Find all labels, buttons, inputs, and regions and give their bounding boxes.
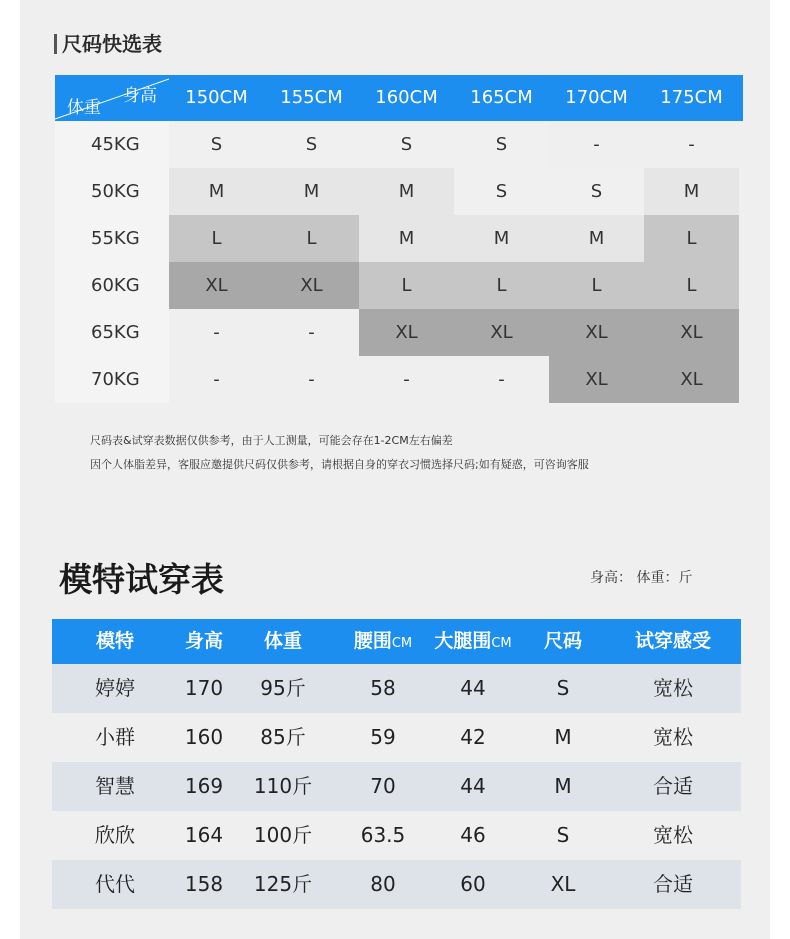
size-cell: XL <box>359 309 454 356</box>
size-cell: - <box>644 121 739 168</box>
model-cell: 110斤 <box>253 774 313 798</box>
size-cell: - <box>359 356 454 403</box>
size-cell: M <box>169 168 264 215</box>
model-chart-header <box>52 619 741 664</box>
model-cell: 169 <box>184 774 224 798</box>
model-cell: M <box>554 774 572 798</box>
size-cell: XL <box>644 309 739 356</box>
model-cell: 合适 <box>653 872 693 896</box>
corner-height-label: 身高 <box>123 86 157 106</box>
model-cell: 80 <box>370 872 396 896</box>
size-cell: L <box>549 262 644 309</box>
model-chart-table <box>52 619 741 909</box>
size-cell: - <box>169 356 264 403</box>
weight-label-cell: 65KG <box>55 309 169 356</box>
size-cell: M <box>644 168 739 215</box>
model-header-unit: CM <box>491 636 512 651</box>
size-chart-row <box>55 215 743 262</box>
model-chart-body <box>52 664 741 909</box>
model-chart-title: 模特试穿表 <box>59 560 224 599</box>
model-header-label: 体重 <box>263 630 302 652</box>
model-cell: 100斤 <box>253 823 313 847</box>
model-chart-subtitle: 身高： 体重：斤 <box>590 570 693 586</box>
title-accent-bar <box>54 34 57 54</box>
model-cell: 164 <box>184 823 224 847</box>
model-header-cell <box>523 619 603 664</box>
size-cell: XL <box>169 262 264 309</box>
size-chart-table <box>55 75 743 403</box>
model-row <box>52 811 741 860</box>
size-chart-row <box>55 121 743 168</box>
model-cell: S <box>556 676 570 700</box>
model-row <box>52 762 741 811</box>
model-cell: 宽松 <box>653 823 693 847</box>
height-header-cell: 150CM <box>185 87 248 108</box>
model-cell: 44 <box>460 774 486 798</box>
size-chart-row <box>55 262 743 309</box>
size-chart-row <box>55 168 743 215</box>
model-row <box>52 664 741 713</box>
model-header-cell <box>243 619 323 664</box>
model-cell: 63.5 <box>360 823 406 847</box>
size-chart-row <box>55 309 743 356</box>
size-cell: L <box>644 215 739 262</box>
model-cell: 44 <box>460 676 486 700</box>
size-cell: L <box>264 215 359 262</box>
size-chart-body <box>55 121 743 403</box>
model-cell: 95斤 <box>260 676 306 700</box>
size-cell: XL <box>264 262 359 309</box>
size-cell: XL <box>549 309 644 356</box>
size-cell: M <box>359 168 454 215</box>
size-chart-corner <box>55 75 169 121</box>
weight-label-cell: 70KG <box>55 356 169 403</box>
model-header-label: 试穿感受 <box>634 630 711 652</box>
size-cell: XL <box>454 309 549 356</box>
model-header-label: 尺码 <box>543 630 582 652</box>
model-cell: 小群 <box>95 725 135 749</box>
size-cell: L <box>644 262 739 309</box>
model-cell: XL <box>550 872 576 896</box>
model-header-unit: CM <box>391 636 413 651</box>
size-cell: - <box>169 309 264 356</box>
model-cell: 婷婷 <box>95 676 135 700</box>
height-header-cell: 175CM <box>660 87 723 108</box>
model-header-cell <box>164 619 244 664</box>
model-cell: 宽松 <box>653 676 693 700</box>
size-chart-title-text: 尺码快选表 <box>62 32 162 56</box>
weight-label-cell: 55KG <box>55 215 169 262</box>
size-note-line-2: 因个人体脂差异，客服应邀提供尺码仅供参考，请根据自身的穿衣习惯选择尺码;如有疑惑，可咨询客服 <box>90 458 589 471</box>
model-cell: 46 <box>460 823 486 847</box>
size-chart-header <box>55 75 743 121</box>
size-cell: S <box>454 168 549 215</box>
size-note-line-1: 尺码表&试穿表数据仅供参考，由于人工测量，可能会存在1-2CM左右偏差 <box>90 434 453 447</box>
model-cell: S <box>556 823 570 847</box>
size-cell: M <box>549 215 644 262</box>
model-cell: 160 <box>184 725 224 749</box>
model-row <box>52 713 741 762</box>
size-cell: L <box>169 215 264 262</box>
height-header-cell: 155CM <box>280 87 343 108</box>
model-header-cell <box>418 619 528 664</box>
size-cell: XL <box>549 356 644 403</box>
size-cell: S <box>549 168 644 215</box>
weight-label-cell: 50KG <box>55 168 169 215</box>
size-cell: S <box>264 121 359 168</box>
model-cell: 宽松 <box>653 725 693 749</box>
size-cell: XL <box>644 356 739 403</box>
size-cell: - <box>264 309 359 356</box>
model-cell: 60 <box>460 872 486 896</box>
model-cell: 58 <box>370 676 396 700</box>
size-cell: L <box>454 262 549 309</box>
model-cell: 125斤 <box>253 872 313 896</box>
size-chart-title <box>54 32 162 56</box>
size-cell: M <box>264 168 359 215</box>
model-header-label: 腰围 <box>353 630 392 652</box>
model-cell: 42 <box>460 725 486 749</box>
model-header-cell <box>65 619 165 664</box>
weight-label-cell: 60KG <box>55 262 169 309</box>
model-cell: M <box>554 725 572 749</box>
model-row <box>52 860 741 909</box>
size-cell: M <box>454 215 549 262</box>
size-cell: M <box>359 215 454 262</box>
size-chart-row <box>55 356 743 403</box>
model-cell: 合适 <box>653 774 693 798</box>
height-header-cell: 160CM <box>375 87 438 108</box>
size-cell: L <box>359 262 454 309</box>
size-cell: - <box>549 121 644 168</box>
model-cell: 代代 <box>95 872 135 896</box>
model-cell: 85斤 <box>260 725 306 749</box>
model-header-label: 大腿围 <box>434 630 492 652</box>
model-header-cell <box>613 619 733 664</box>
size-cell: S <box>454 121 549 168</box>
model-header-label: 模特 <box>95 630 134 652</box>
model-cell: 欣欣 <box>95 823 135 847</box>
model-cell: 170 <box>184 676 224 700</box>
height-header-cell: 165CM <box>470 87 533 108</box>
height-header-cell: 170CM <box>565 87 628 108</box>
model-cell: 智慧 <box>95 774 135 798</box>
size-cell: - <box>264 356 359 403</box>
model-header-label: 身高 <box>184 630 223 652</box>
weight-label-cell: 45KG <box>55 121 169 168</box>
size-cell: S <box>169 121 264 168</box>
size-cell: - <box>454 356 549 403</box>
model-cell: 158 <box>184 872 224 896</box>
size-cell: S <box>359 121 454 168</box>
model-cell: 59 <box>370 725 396 749</box>
model-cell: 70 <box>370 774 396 798</box>
corner-weight-label: 体重 <box>67 98 101 118</box>
